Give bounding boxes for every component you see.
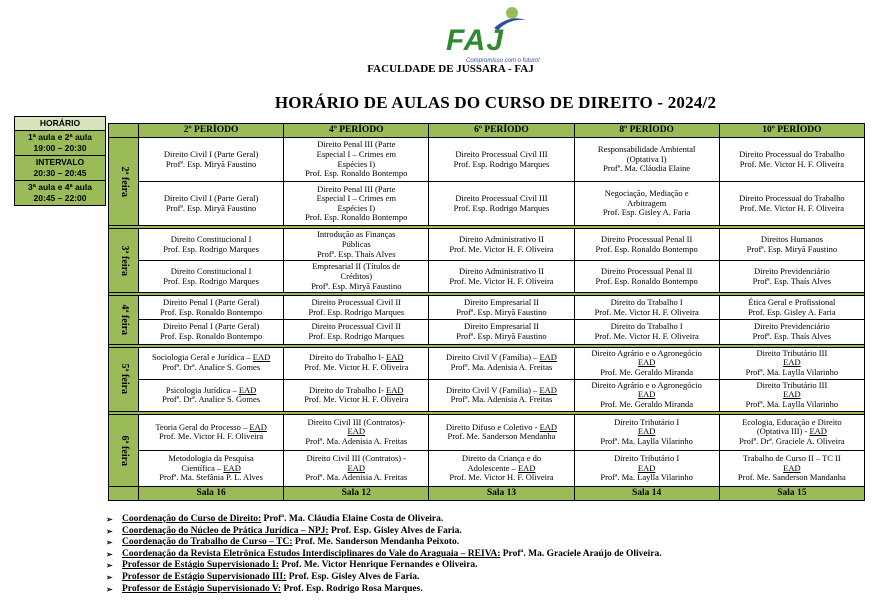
class-text-line: Direito Tributário III bbox=[756, 379, 828, 390]
class-text-line: Profª. Ma. Laylla Vilarinho bbox=[600, 436, 693, 447]
class-cell bbox=[429, 229, 574, 261]
class-text-line: Profª. Ma. Stefânia P. L. Alves bbox=[159, 472, 263, 483]
class-cell bbox=[574, 379, 719, 411]
class-text-line: Direito do Trabalho I bbox=[610, 297, 683, 308]
class-text-line: Direito Agrário e o Agronegócio bbox=[591, 347, 702, 358]
class-text-line: Profª. Ma. Laylla Vilarinho bbox=[745, 398, 839, 409]
class-text-line: Especial I – Crimes em bbox=[316, 193, 396, 204]
schedule-row bbox=[109, 450, 865, 486]
faj-logo bbox=[446, 6, 546, 66]
day-label bbox=[109, 138, 139, 226]
class-cell bbox=[139, 296, 284, 320]
class-text-line: Prof. Esp. Ronaldo Bontempo bbox=[159, 306, 263, 317]
class-text-line: Prof. Esp. Rodrigo Marques bbox=[453, 158, 550, 169]
class-text-line: Direito Civil III (Contratos) - bbox=[306, 452, 407, 463]
note-item bbox=[106, 537, 662, 549]
class-text-line: Direito Processual do Trabalho bbox=[739, 148, 845, 159]
class-cell bbox=[719, 182, 864, 226]
class-cell bbox=[284, 414, 429, 450]
ead-tag: EAD bbox=[252, 352, 271, 363]
day-label bbox=[109, 347, 139, 411]
class-text-line: Direitos Humanos bbox=[760, 234, 823, 245]
class-text-line: Prof. Esp. Ronaldo Bontempo bbox=[159, 331, 263, 341]
class-text-line: Prof. Me. Sanderson Mandanha bbox=[737, 472, 846, 483]
class-title-text: Direito Civil V (Família) – bbox=[446, 352, 540, 363]
ead-tag: EAD bbox=[637, 357, 656, 368]
class-text-line: Espécies I) bbox=[337, 158, 376, 169]
class-text-line: Profª. Esp. Miryã Faustino bbox=[165, 158, 257, 169]
class-text-line: Direito Administrativo II bbox=[458, 266, 544, 277]
class-cell bbox=[719, 347, 864, 379]
class-cell bbox=[284, 138, 429, 182]
class-text-line: Direito Tributário I bbox=[614, 416, 680, 427]
class-text-line: Prof. Esp. Gisley A. Faria bbox=[602, 207, 691, 218]
class-text-line: Negociação, Mediação e bbox=[604, 188, 689, 199]
class-text-line: Profª. Drª. Analice S. Gomes bbox=[162, 362, 261, 373]
day-label-text: 2ª feira bbox=[119, 166, 131, 197]
period-header: 10º PERÍODO bbox=[719, 124, 864, 138]
class-text-line: Ética Geral e Profissional bbox=[748, 297, 836, 308]
header-corner bbox=[109, 124, 139, 138]
class-text-line: Direito Processual Civil III bbox=[455, 148, 548, 159]
class-text-line: Prof. Esp. Rodrigo Marques bbox=[163, 243, 259, 254]
class-text-line: Direito do Trabalho I bbox=[610, 321, 683, 332]
class-text-line: Direito Penal I (Parte Geral) bbox=[162, 297, 260, 308]
arrow-bullet-icon: ➢ bbox=[106, 572, 113, 582]
time-legend bbox=[14, 116, 106, 206]
class-cell bbox=[139, 414, 284, 450]
note-item bbox=[106, 549, 662, 561]
ead-tag: EAD bbox=[637, 426, 656, 437]
ead-tag: EAD bbox=[249, 421, 267, 432]
class-text-line: Direito Processual Civil II bbox=[311, 321, 402, 332]
room-label: Sala 16 bbox=[139, 486, 284, 500]
class-text-line: Direito Processual Penal II bbox=[600, 234, 693, 245]
day-label bbox=[109, 414, 139, 486]
class-title-text: Adolescente – bbox=[467, 462, 518, 473]
class-text-line: Direito Empresarial II bbox=[463, 321, 539, 332]
ead-tag: EAD bbox=[637, 389, 656, 400]
class-text-line: Profª. Ma. Adenisia A. Freitas bbox=[450, 362, 553, 373]
class-text-line: Profª. Esp. Miryã Faustino bbox=[746, 243, 838, 254]
schedule-row bbox=[109, 229, 865, 261]
class-text-line: Espécies I) bbox=[337, 202, 376, 213]
footer-corner bbox=[109, 486, 139, 500]
day-label-text: 4ª feira bbox=[119, 304, 131, 336]
class-text-line: Introdução as Finanças bbox=[317, 229, 396, 240]
class-cell bbox=[139, 182, 284, 226]
arrow-bullet-icon: ➢ bbox=[106, 515, 113, 524]
class-text-line: Direito da Criança e do bbox=[461, 452, 542, 463]
class-cell bbox=[284, 261, 429, 293]
class-text-line: Metodologia da Pesquisa bbox=[168, 452, 254, 463]
room-label: Sala 13 bbox=[429, 486, 574, 500]
note-text: Prof. Me. Sanderson Mendanha Peixoto. bbox=[292, 537, 460, 548]
class-text-line: Públicas bbox=[341, 238, 371, 249]
class-cell bbox=[574, 182, 719, 226]
note-item bbox=[106, 584, 662, 596]
class-text-line: Profª. Esp. Miryã Faustino bbox=[456, 306, 547, 317]
schedule-table bbox=[108, 123, 865, 501]
period-header-row bbox=[109, 124, 865, 138]
arrow-bullet-icon: ➢ bbox=[106, 549, 113, 559]
ead-tag: EAD bbox=[539, 421, 558, 432]
class-text-line: Prof. Me. Geraldo Miranda bbox=[600, 366, 694, 377]
ead-tag: EAD bbox=[637, 462, 656, 473]
ead-tag: EAD bbox=[238, 384, 257, 395]
class-cell bbox=[719, 450, 864, 486]
room-footer-row bbox=[109, 486, 865, 500]
note-label: Professor de Estágio Supervisionado III: bbox=[122, 571, 287, 582]
class-cell bbox=[429, 182, 574, 226]
class-text-line: Responsabilidade Ambiental bbox=[597, 144, 696, 155]
class-cell bbox=[139, 138, 284, 182]
class-text-line: Profª. Drª. Analice S. Gomes bbox=[162, 394, 261, 405]
ead-tag: EAD bbox=[783, 389, 801, 400]
arrow-bullet-icon: ➢ bbox=[106, 538, 113, 548]
schedule-row bbox=[109, 138, 865, 182]
class-text-line: Prof. Esp. Rodrigo Marques bbox=[308, 306, 405, 317]
note-item bbox=[106, 560, 662, 572]
class-cell bbox=[429, 347, 574, 379]
class-text-line: Direito Processual do Trabalho bbox=[739, 193, 845, 204]
room-label: Sala 14 bbox=[574, 486, 719, 500]
class-text-line: Direito Civil III (Contratos)- bbox=[307, 416, 406, 427]
note-text: Prof. Me. Victor Henrique Fernandes e Oliveira. bbox=[278, 560, 478, 571]
class-cell bbox=[429, 450, 574, 486]
class-cell bbox=[429, 320, 574, 344]
class-text-line: Prof. Me. Victor H. F. Oliveira bbox=[449, 275, 554, 286]
legend-slot1-time: 19:00 – 20:30 bbox=[33, 143, 87, 153]
class-text-line: Profª. Esp. Thaís Alves bbox=[752, 275, 832, 286]
class-text-line: Direito Processual Penal II bbox=[600, 266, 693, 277]
class-text-line: Ecologia, Educação e Direito bbox=[742, 416, 842, 427]
class-text-line: Profª. Esp. Thaís Alves bbox=[317, 248, 396, 259]
note-label: Professor de Estágio Supervisionado V: bbox=[122, 583, 282, 594]
class-title-text: Científica – bbox=[181, 462, 224, 473]
note-text: Prof. Esp. Gisley Alves de Faria. bbox=[286, 571, 420, 582]
class-text-line: Direito Administrativo II bbox=[458, 234, 544, 245]
day-label-text: 6ª feira bbox=[119, 435, 131, 466]
class-cell bbox=[574, 229, 719, 261]
class-text-line: Profª. Esp. Thaís Alves bbox=[752, 331, 832, 341]
arrow-bullet-icon: ➢ bbox=[106, 584, 113, 594]
class-text-line: Prof. Me. Geraldo Miranda bbox=[600, 398, 694, 409]
schedule-row bbox=[109, 414, 865, 450]
faculty-name: FACULDADE DE JUSSARA - FAJ bbox=[367, 63, 534, 75]
class-cell bbox=[139, 347, 284, 379]
class-title-text: Direito Civil V (Família) – bbox=[446, 384, 540, 395]
class-cell bbox=[429, 379, 574, 411]
class-title-text: (Optativa III) - bbox=[756, 426, 810, 437]
legend-slot1 bbox=[15, 131, 106, 156]
class-cell bbox=[574, 296, 719, 320]
note-label: Coordenação do Curso de Direito: bbox=[122, 514, 262, 524]
class-text-line: Prof. Me. Victor H. F. Oliveira bbox=[159, 431, 264, 442]
class-text-line: Prof. Me. Victor H. F. Oliveira bbox=[739, 158, 844, 169]
class-text-line: Profª. Drª. Graciele A. Oliveira bbox=[739, 436, 845, 447]
note-text: Profª. Ma. Graciele Araújo de Oliveira. bbox=[500, 548, 662, 559]
class-text-line: Prof. Esp. Gisley A. Faria bbox=[748, 306, 836, 317]
period-header: 6º PERÍODO bbox=[429, 124, 574, 138]
class-cell bbox=[429, 261, 574, 293]
legend-slot2-time: 20:45 – 22:00 bbox=[33, 193, 87, 203]
class-cell bbox=[574, 261, 719, 293]
schedule-row bbox=[109, 261, 865, 293]
class-text-line: Prof. Esp. Rodrigo Marques bbox=[163, 275, 259, 286]
class-cell bbox=[574, 138, 719, 182]
class-text-line: Direito Penal III (Parte bbox=[317, 183, 396, 194]
ead-tag: EAD bbox=[223, 462, 241, 473]
period-header: 8º PERÍODO bbox=[574, 124, 719, 138]
class-text-line: Prof. Esp. Ronaldo Bontempo bbox=[305, 212, 408, 223]
period-header: 4º PERÍODO bbox=[284, 124, 429, 138]
note-item bbox=[106, 526, 662, 538]
class-title-text: Teoria Geral do Processo – bbox=[155, 421, 250, 432]
ead-tag: EAD bbox=[347, 462, 366, 473]
class-cell bbox=[719, 296, 864, 320]
class-text-line: Direito Empresarial II bbox=[463, 297, 539, 308]
class-text-line: Direito Tributário I bbox=[614, 452, 680, 463]
room-label: Sala 15 bbox=[719, 486, 864, 500]
schedule-row bbox=[109, 320, 865, 344]
class-text-line: Prof. Me. Victor H. F. Oliveira bbox=[449, 243, 554, 254]
class-text-line: Profª. Ma. Adenisia A. Freitas bbox=[450, 394, 553, 405]
class-text-line: Direito Civil I (Parte Geral) bbox=[163, 193, 259, 204]
class-text-line: Direito Constitucional I bbox=[170, 266, 252, 277]
arrow-bullet-icon: ➢ bbox=[106, 526, 113, 536]
class-cell bbox=[139, 320, 284, 344]
ead-tag: EAD bbox=[783, 462, 801, 473]
class-text-line: Prof. Esp. Ronaldo Bontempo bbox=[595, 243, 698, 254]
class-cell bbox=[719, 414, 864, 450]
class-text-line: Arbitragem bbox=[627, 197, 667, 208]
class-cell bbox=[284, 379, 429, 411]
ead-tag: EAD bbox=[539, 384, 557, 395]
class-text-line: Direito Civil I (Parte Geral) bbox=[163, 148, 259, 159]
class-text-line: Direito Processual Civil III bbox=[455, 193, 548, 204]
page-title: HORÁRIO DE AULAS DO CURSO DE DIREITO - 2024/2 bbox=[274, 93, 717, 112]
class-text-line: Profª. Ma. Laylla Vilarinho bbox=[745, 366, 839, 377]
class-cell bbox=[284, 229, 429, 261]
class-cell bbox=[139, 261, 284, 293]
class-title-text: Direito do Trabalho I- bbox=[309, 384, 387, 395]
class-cell bbox=[574, 320, 719, 344]
day-label-text: 3ª feira bbox=[119, 245, 131, 277]
note-label: Coordenação da Revista Eletrônica Estudos Interdisciplinares do Vale do Araguaia – REIVA: bbox=[122, 548, 501, 559]
ead-tag: EAD bbox=[517, 462, 536, 473]
class-cell bbox=[284, 182, 429, 226]
class-cell bbox=[429, 296, 574, 320]
note-label: Professor de Estágio Supervisionado I: bbox=[122, 560, 279, 571]
class-text-line: Direito Previdenciário bbox=[753, 266, 830, 277]
class-text-line: Direito Penal III (Parte bbox=[317, 139, 396, 150]
schedule-row bbox=[109, 182, 865, 226]
class-text-line: Prof. Esp. Rodrigo Marques bbox=[308, 331, 405, 341]
logo-slogan: Compromisso com o futuro! bbox=[466, 58, 540, 64]
legend-slot2-label: 3ª aula e 4ª aula bbox=[28, 182, 92, 192]
class-text-line: Profª. Ma. Laylla Vilarinho bbox=[600, 472, 693, 483]
class-cell bbox=[139, 229, 284, 261]
class-cell bbox=[719, 379, 864, 411]
note-label: Coordenação do Trabalho de Curso – TC: bbox=[122, 537, 293, 548]
class-text-line: Direito Previdenciário bbox=[753, 321, 830, 332]
note-item bbox=[106, 514, 662, 526]
ead-tag: EAD bbox=[386, 384, 404, 395]
ead-tag: EAD bbox=[347, 426, 366, 437]
class-text-line: Prof. Me. Victor H. F. Oliveira bbox=[594, 306, 699, 317]
class-cell bbox=[574, 414, 719, 450]
class-cell bbox=[719, 229, 864, 261]
class-text-line: Prof. Esp. Ronaldo Bontempo bbox=[305, 168, 408, 179]
schedule-row bbox=[109, 347, 865, 379]
class-text-line: Prof. Me. Victor H. F. Oliveira bbox=[304, 394, 409, 405]
class-cell bbox=[284, 320, 429, 344]
day-label-text: 5ª feira bbox=[119, 363, 131, 395]
class-text-line: Direito Agrário e o Agronegócio bbox=[591, 379, 702, 390]
class-text-line: Créditos) bbox=[340, 271, 373, 282]
class-text-line: Prof. Me. Victor H. F. Oliveira bbox=[449, 472, 554, 483]
class-cell bbox=[139, 379, 284, 411]
legend-slot2 bbox=[15, 181, 106, 206]
class-text-line: Profª. Esp. Miryã Faustino bbox=[165, 202, 257, 213]
logo-text: FAJ bbox=[446, 24, 505, 57]
class-text-line: Direito Processual Civil II bbox=[311, 297, 402, 308]
day-label bbox=[109, 296, 139, 344]
class-text-line: Prof. Me. Sanderson Mendanha bbox=[447, 431, 556, 442]
class-text-line: Direito Penal I (Parte Geral) bbox=[162, 321, 260, 332]
schedule-row bbox=[109, 296, 865, 320]
ead-tag: EAD bbox=[783, 357, 801, 368]
class-cell bbox=[574, 347, 719, 379]
class-cell bbox=[284, 450, 429, 486]
class-text-line: Especial I – Crimes em bbox=[316, 148, 396, 159]
schedule-row bbox=[109, 379, 865, 411]
class-cell bbox=[429, 138, 574, 182]
note-text: Profª. Ma. Cláudia Elaine Costa de Oliveira. bbox=[261, 514, 444, 524]
class-text-line: Prof. Esp. Ronaldo Bontempo bbox=[595, 275, 698, 286]
note-text: Prof. Esp. Rodrigo Rosa Marques. bbox=[281, 583, 423, 594]
day-label bbox=[109, 229, 139, 293]
room-label: Sala 12 bbox=[284, 486, 429, 500]
class-cell bbox=[719, 138, 864, 182]
ead-tag: EAD bbox=[809, 426, 827, 437]
class-text-line: Prof. Me. Victor H. F. Oliveira bbox=[739, 202, 844, 213]
class-text-line: Profª. Ma. Adenisia A. Freitas bbox=[305, 472, 408, 483]
legend-title: HORÁRIO bbox=[15, 117, 106, 131]
class-cell bbox=[139, 450, 284, 486]
legend-interval-time: 20:30 – 20:45 bbox=[33, 168, 87, 178]
arrow-bullet-icon: ➢ bbox=[106, 561, 113, 571]
note-text: Prof. Esp. Gisley Alves de Faria. bbox=[328, 525, 462, 536]
schedule-body bbox=[109, 138, 865, 487]
period-header: 2º PERÍODO bbox=[139, 124, 284, 138]
class-text-line: (Optativa I) bbox=[626, 153, 667, 164]
legend-interval bbox=[15, 156, 106, 181]
legend-interval-label: INTERVALO bbox=[35, 157, 85, 167]
class-text-line: Prof. Esp. Rodrigo Marques bbox=[453, 202, 550, 213]
class-text-line: Prof. Me. Victor H. F. Oliveira bbox=[594, 331, 699, 341]
class-text-line: Direito Tributário III bbox=[756, 347, 828, 358]
class-text-line: Prof. Me. Victor H. F. Oliveira bbox=[304, 362, 409, 373]
class-title-text: Sociologia Geral e Jurídica – bbox=[151, 352, 253, 363]
class-title-text: Direito do Trabalho I- bbox=[309, 352, 387, 363]
class-title-text: Direito Difuso e Coletivo - bbox=[445, 421, 540, 432]
class-title-text: Psicologia Jurídica – bbox=[165, 384, 239, 395]
class-cell bbox=[574, 450, 719, 486]
class-text-line: Empresarial II (Títulos de bbox=[312, 261, 401, 272]
coordination-notes bbox=[106, 514, 662, 595]
class-text-line: Profª. Ma. Cláudia Elaine bbox=[603, 163, 691, 174]
note-item bbox=[106, 572, 662, 584]
class-text-line: Profª. Ma. Adenisia A. Freitas bbox=[305, 436, 408, 447]
legend-slot1-label: 1ª aula e 2ª aula bbox=[28, 132, 92, 142]
class-text-line: Direito Constitucional I bbox=[170, 234, 252, 245]
ead-tag: EAD bbox=[539, 352, 557, 363]
class-text-line: Profª. Esp. Miryã Faustino bbox=[456, 331, 547, 341]
class-cell bbox=[284, 296, 429, 320]
class-cell bbox=[719, 261, 864, 293]
class-text-line: Profª. Esp. Miryã Faustino bbox=[311, 280, 402, 291]
ead-tag: EAD bbox=[386, 352, 404, 363]
class-text-line: Trabalho de Curso II – TC II bbox=[743, 452, 841, 463]
note-label: Coordenação do Núcleo de Prática Jurídica – NPJ: bbox=[122, 525, 329, 536]
class-cell bbox=[429, 414, 574, 450]
class-cell bbox=[284, 347, 429, 379]
class-cell bbox=[719, 320, 864, 344]
